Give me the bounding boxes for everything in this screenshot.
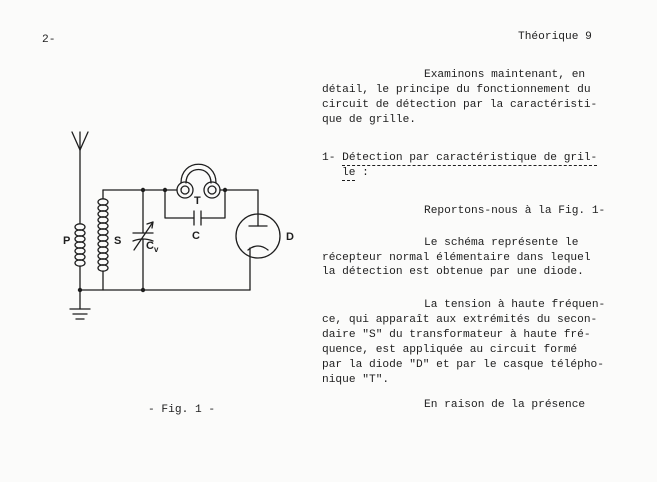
coil-turn <box>98 235 108 241</box>
coil-turn <box>75 224 85 230</box>
diode-envelope <box>236 214 280 258</box>
headband-inner <box>186 170 211 184</box>
heading-colon: : <box>362 167 369 179</box>
label-capacitor: C <box>192 230 200 242</box>
coil-turn <box>98 259 108 265</box>
diode-tube <box>236 214 280 290</box>
section-heading-continued <box>342 166 369 180</box>
diode-cathode <box>248 246 268 250</box>
capacitor <box>165 190 225 225</box>
ground-icon <box>70 309 90 319</box>
tension-line: quence, est appliquée au circuit formé <box>322 344 578 356</box>
coil-turn <box>75 254 85 260</box>
earpiece-left <box>177 182 193 198</box>
cv-adjust-arrow <box>134 222 153 250</box>
tension-line: par la diode "D" et par le casque télépho- <box>322 359 604 371</box>
label-diode: D <box>286 231 294 243</box>
page-number: 2- <box>42 34 56 46</box>
diode-top-wire <box>220 190 258 226</box>
coil-turn <box>98 241 108 247</box>
label-variable-capacitor: C <box>146 240 154 252</box>
junction-dot <box>78 288 82 292</box>
junction-dot <box>223 188 227 192</box>
section-title: Théorique 9 <box>518 31 592 43</box>
coil-turn <box>75 248 85 254</box>
earpiece-right-inner <box>208 186 216 194</box>
reference-line: Reportons-nous à la Fig. 1- <box>424 205 606 217</box>
heading-title: Détection par caractéristique de gril- <box>342 152 598 164</box>
coil-turn <box>98 205 108 211</box>
tension-line: ce, qui apparaît aux extrémités du secon- <box>322 314 598 326</box>
tension-line: daire "S" du transformateur à haute fré- <box>322 329 591 341</box>
schema-line: la détection est obtenue par une diode. <box>322 266 584 278</box>
c-right-lead <box>201 190 225 218</box>
c-left-lead <box>165 190 194 218</box>
primary-coil <box>75 224 85 266</box>
antenna-arms <box>72 132 88 150</box>
earpiece-right <box>204 182 220 198</box>
tension-line: nique "T". <box>322 374 390 386</box>
coil-turn <box>98 265 108 271</box>
tension-line: La tension à haute fréquen- <box>424 299 606 311</box>
coil-turn <box>75 236 85 242</box>
intro-line: détail, le principe du fonctionnement du <box>322 84 591 96</box>
intro-line: que de grille. <box>322 114 416 126</box>
heading-title-end: le <box>342 167 356 179</box>
junction-dot <box>163 188 167 192</box>
antenna-icon <box>72 132 88 150</box>
junction-dot <box>141 188 145 192</box>
label-headphone: T <box>194 195 201 207</box>
figure-caption: - Fig. 1 - <box>148 404 216 416</box>
coil-turn <box>98 217 108 223</box>
cv-plate <box>133 239 153 241</box>
coil-turn <box>98 211 108 217</box>
schema-line: Le schéma représente le <box>424 237 579 249</box>
variable-capacitor <box>133 190 153 290</box>
headphone-icon <box>177 164 220 198</box>
section-heading <box>322 151 597 165</box>
label-secondary-coil: S <box>114 235 122 247</box>
headband-outer <box>181 164 216 183</box>
coil-turn <box>75 230 85 236</box>
coil-turn <box>98 199 108 205</box>
intro-line: Examinons maintenant, en <box>424 69 586 81</box>
coil-turn <box>98 223 108 229</box>
junction-dot <box>141 288 145 292</box>
raison-line: En raison de la présence <box>424 399 586 411</box>
heading-number: 1- <box>322 152 336 164</box>
intro-line: circuit de détection par la caractéristi- <box>322 99 598 111</box>
secondary-coil <box>98 199 108 271</box>
schema-line: récepteur normal élémentaire dans lequel <box>322 252 591 264</box>
cv-arrowhead <box>147 222 153 228</box>
coil-turn <box>98 253 108 259</box>
coil-turn <box>75 242 85 248</box>
label-primary-coil: P <box>63 235 71 247</box>
coil-turn <box>98 247 108 253</box>
label-variable-capacitor-sub: v <box>154 245 159 254</box>
earpiece-left-inner <box>181 186 189 194</box>
coil-turn <box>98 229 108 235</box>
coil-turn <box>75 260 85 266</box>
